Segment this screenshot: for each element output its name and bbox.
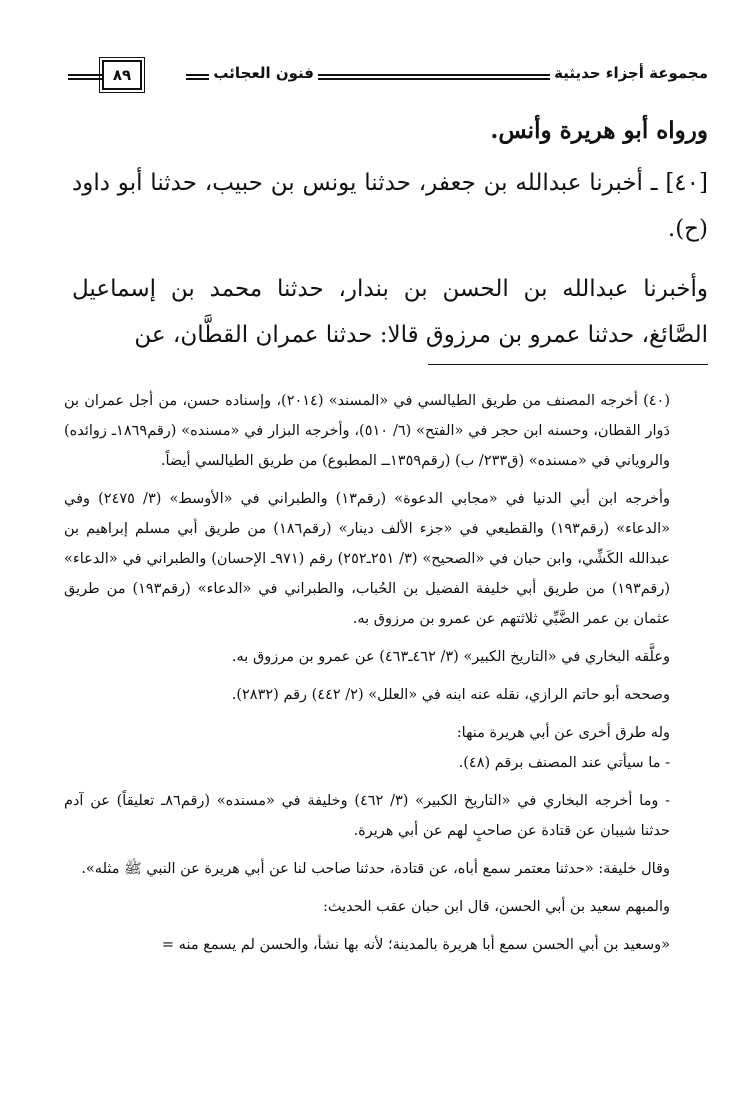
hadith-40-chain-1: [٤٠] ـ أخبرنا عبدالله بن جعفر، حدثنا يونس بن حبيب، حدثنا أبو داود (ح). <box>72 170 708 242</box>
header-rule-left <box>68 74 102 80</box>
footnote-paragraph: وأخرجه ابن أبي الدنيا في «مجابي الدعوة» (رقم١٣) والطبراني في «الأوسط» (٣/ ٢٤٧٥) وفي «الدعاء» (رقم١٩٣) والقطيعي في «جزء الألف دينار» (رقم١٨٦) من طريق أبي مسلم إبراهيم بن عبدالله الكَشِّي، وابن حبان في «الصحيح» (٣/ ٢٥١ـ٢٥٢) رقم (٩٧١ـ الإحسان) والطبراني في «الدعاء» (رقم١٩٣) من طريق أبي خليفة الفضيل بن الحُباب، والطبراني في «الدعاء» (رقم١٩٣) من طريق عثمان بن عمر الضَّبِّي ثلاثتهم عن عمرو بن مرزوق به. <box>64 491 671 627</box>
lead-sentence: ورواه أبو هريرة وأنس. <box>490 117 708 144</box>
hadith-40-chain-2: وأخبرنا عبدالله بن الحسن بن بندار، حدثنا محمد بن إسماعيل الصَّائغ، حدثنا عمرو بن مرزوق قالا: حدثنا عمران القطَّان، عن <box>72 276 708 348</box>
running-header <box>68 60 708 92</box>
footnote-40: (٤٠) أخرجه المصنف من طريق الطيالسي في «المسند» (٢٠١٤)، وإسناده حسن، من أجل عمران بن دَوار القطان، وحسنه ابن حجر في «الفتح» (٦/ ٥١٠)، وأخرجه البزار في «مسنده» (رقم١٨٦٩ـ زوائده) والروياني في «مسنده» (ق٢٣٣/ ب) (رقم١٣٥٩ــ المطبوع) من طريق الطيالسي أيضاً. <box>64 393 671 469</box>
footnotes <box>64 386 706 960</box>
page-number: ٨٩ <box>102 60 142 90</box>
footnote-paragraph: والمبهم سعيد بن أبي الحسن، قال ابن حبان عقب الحديث: <box>322 899 670 915</box>
footnote-paragraph: وقال خليفة: «حدثنا معتمر سمع أباه، عن قتادة، حدثنا صاحب لنا عن أبي هريرة عن النبي ﷺ مثله». <box>81 861 670 877</box>
book-title: فنون العجائب <box>209 64 318 82</box>
footnote-paragraph: وله طرق أخرى عن أبي هريرة منها: <box>456 725 670 741</box>
footnote-paragraph: وعلَّقه البخاري في «التاريخ الكبير» (٣/ ٤٦٢ـ٤٦٣) عن عمرو بن مرزوق به. <box>231 649 670 665</box>
footnote-quote: «وسعيد بن أبي الحسن سمع أبا هريرة بالمدينة؛ لأنه بها نشأ، والحسن لم يسمع منه = <box>161 937 670 953</box>
main-text <box>72 108 708 358</box>
footnote-divider <box>428 364 708 365</box>
footnote-paragraph: وصححه أبو حاتم الرازي، نقله عنه ابنه في «العلل» (٢/ ٤٤٢) رقم (٢٨٣٢). <box>231 687 670 703</box>
collection-title: مجموعة أجزاء حديثية <box>550 64 708 82</box>
footnote-list-item: - ما سيأتي عند المصنف برقم (٤٨). <box>458 755 670 771</box>
header-rule-right <box>318 74 558 80</box>
footnote-list-item: - وما أخرجه البخاري في «التاريخ الكبير» (٣/ ٤٦٢) وخليفة في «مسنده» (رقم٨٦ـ تعليقاً) عن آدم حدثنا شيبان عن قتادة عن صاحبٍ لهم عن أبي هريرة. <box>64 793 670 839</box>
